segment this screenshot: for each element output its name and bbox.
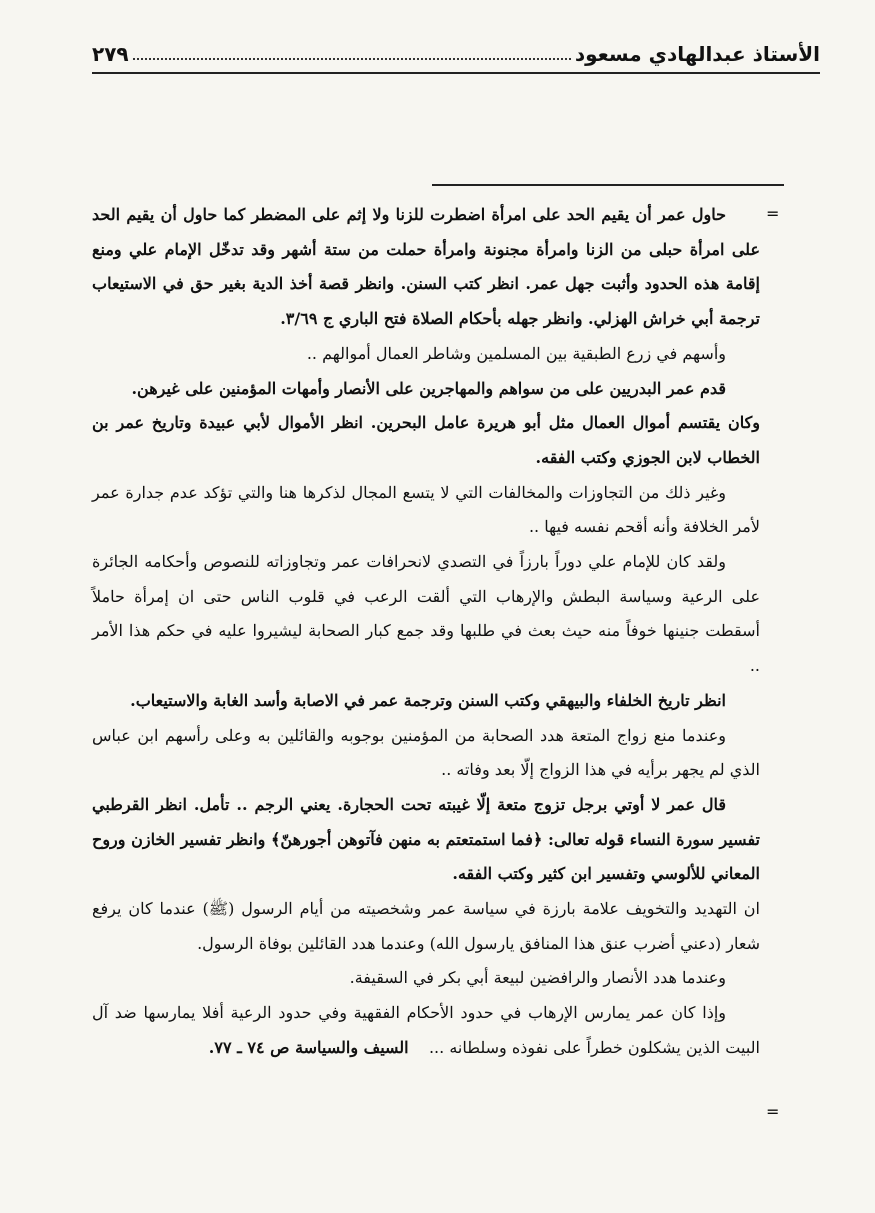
paragraph-with-citation bbox=[92, 996, 760, 1065]
footnote-separator bbox=[432, 184, 784, 186]
paragraph: ان التهديد والتخويف علامة بارزة في سياسة عمر وشخصيته من أيام الرسول (ﷺ) عندما كان يرفع شعار (دعني أضرب عنق هذا المنافق يارسول الله) وعندما هدد القائلين بوفاة الرسول. bbox=[92, 899, 760, 953]
paragraph: وعندما منع زواج المتعة هدد الصحابة من المؤمنين بوجوبه والقائلين به وعلى رأسهم ابن عباس الذي لم يجهر برأيه في هذا الزواج إلّا بعد وفاته .. bbox=[92, 725, 760, 780]
paragraph: قال عمر لا أوتي برجل تزوج متعة إلّا غيبته تحت الحجارة. يعني الرجم .. تأمل. انظر القرطبي تفسير سورة النساء قوله تعالى: ﴿فما استمتعتم به منهن فآتوهن أجورهنّ﴾ وانظر تفسير الخازن وروح المعاني للألوسي وتفسير ابن كثير وكتب الفقه. bbox=[92, 794, 760, 884]
paragraph: وكان يقتسم أموال العمال مثل أبو هريرة عامل البحرين. انظر الأموال لأبي عبيدة وتاريخ عمر بن الخطاب لابن الجوزي وكتب الفقه. bbox=[92, 413, 760, 467]
paragraph: وأسهم في زرع الطبقية بين المسلمين وشاطر العمال أموالهم .. bbox=[306, 343, 726, 363]
page-number: ٢٧٩ bbox=[92, 42, 129, 66]
paragraph: ولقد كان للإمام علي دوراً بارزاً في التصدي لانحرافات عمر وتجاوزاته للنصوص وأحكامه الجائرة على الرعية وسياسة البطش والإرهاب التي ألقت الرعب في قلوب الناس حتى ان إمرأة حاملاً أسقطت جنينها خوفاً منه حيث بعث في طلبها وقد جمع كبار الصحابة ليشيروا عليه في حكم هذا الأمر .. bbox=[92, 552, 760, 676]
paragraph: انظر تاريخ الخلفاء والبيهقي وكتب السنن وترجمة عمر في الاصابة وأسد الغابة والاستيعاب. bbox=[130, 690, 726, 710]
paragraph: قدم عمر البدريين على من سواهم والمهاجرين على الأنصار وأمهات المؤمنين على غيرهن. bbox=[131, 378, 726, 398]
closing-citation: السيف والسياسة ص ٧٤ ـ ٧٧. bbox=[208, 1037, 409, 1057]
continuation-mark-top: = bbox=[766, 204, 780, 223]
paragraph: وغير ذلك من التجاوزات والمخالفات التي لا يتسع المجال لذكرها هنا والتي تؤكد عدم جدارة عمر لأمر الخلافة وأنه أقحم نفسه فيها .. bbox=[92, 482, 760, 537]
paragraph: وعندما هدد الأنصار والرافضين لبيعة أبي بكر في السقيفة. bbox=[349, 968, 726, 988]
continuation-mark-bottom: = bbox=[766, 1102, 780, 1121]
paragraph-text: وإذا كان عمر يمارس الإرهاب في حدود الأحكام الفقهية وفي حدود الرعية أفلا يمارسها ضد آل البيت الذين يشكلون خطراً على نفوذه وسلطانه ... bbox=[92, 1003, 760, 1057]
leader-dots bbox=[133, 58, 571, 60]
paragraph: حاول عمر أن يقيم الحد على امرأة اضطرت للزنا ولا إثم على المضطر كما حاول أن يقيم الحد على امرأة حبلى من الزنا وامرأة مجنونة وامرأة حملت من ستة أشهر وقد تدخّل الإمام علي ومنع إقامة هذه الحدود وأثبت جهل عمر. انظر كتب السنن. وانظر قصة أخذ الدية بغير حق في الاستيعاب ترجمة أبي خراش الهزلي. وانظر جهله بأحكام الصلاة فتح الباري ج ٣/٦٩. bbox=[92, 205, 760, 329]
running-title: الأستاذ عبدالهادي مسعود bbox=[574, 42, 820, 66]
footnote-body bbox=[92, 198, 760, 1066]
page-header bbox=[92, 22, 820, 74]
